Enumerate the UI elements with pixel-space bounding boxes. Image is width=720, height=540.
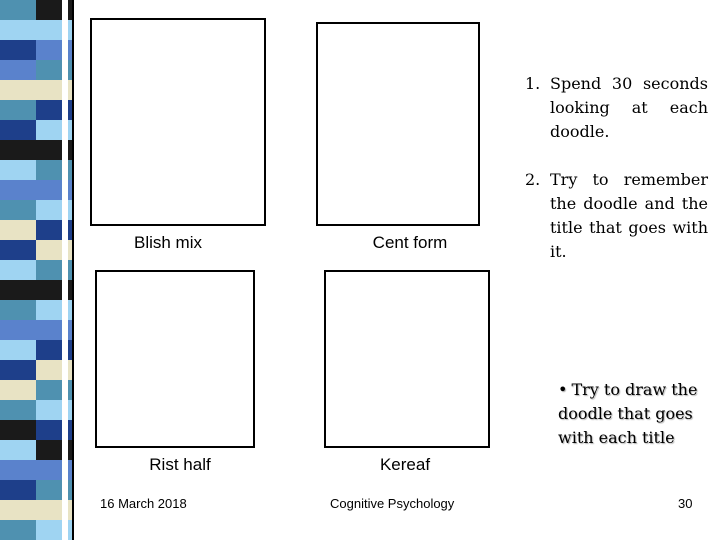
doodle-frame-2 — [316, 22, 480, 226]
footer-course: Cognitive Psychology — [330, 496, 455, 511]
stripe-block — [0, 240, 36, 260]
instruction-number: 2. — [525, 170, 541, 189]
stripe-block — [0, 20, 36, 40]
stripe-block — [0, 480, 36, 500]
stripe-block — [0, 60, 36, 80]
stripe-block — [0, 160, 36, 180]
stripe-block — [0, 400, 36, 420]
stripe-block — [0, 260, 36, 280]
stripe-block — [0, 220, 36, 240]
doodle-title-2: Cent form — [372, 233, 448, 252]
instruction-item-2 — [525, 168, 710, 268]
stripe-block — [0, 200, 36, 220]
instruction-item-1 — [525, 72, 710, 152]
stripe-block — [0, 500, 36, 520]
instruction-text: Try to remember the doodle and the title that goes with it. — [550, 170, 708, 261]
stripe-block — [0, 340, 36, 360]
stripe-block — [0, 180, 36, 200]
footer-page-number: 30 — [678, 496, 693, 511]
bullet-dot: • — [558, 380, 568, 399]
stripe-block — [0, 280, 36, 300]
instruction-text: Spend 30 seconds looking at each doodle. — [550, 74, 708, 141]
stripe-block — [0, 100, 36, 120]
stripe-block — [0, 40, 36, 60]
footer-date: 16 March 2018 — [100, 496, 187, 511]
decorative-stripe-bar — [0, 0, 72, 540]
stripe-block — [0, 140, 36, 160]
stripe-block — [0, 460, 36, 480]
stripe-block — [0, 320, 36, 340]
stripe-block — [0, 380, 36, 400]
stripe-divider — [72, 0, 74, 540]
stripe-block — [0, 440, 36, 460]
stripe-block — [0, 360, 36, 380]
doodle-frame-1 — [90, 18, 266, 226]
stripe-block — [0, 120, 36, 140]
doodle-title-1: Blish mix — [133, 233, 202, 252]
bullet-instruction — [558, 378, 708, 450]
stripe-block — [0, 420, 36, 440]
doodle-title-3: Rist half — [149, 455, 211, 474]
doodle-frame-3 — [95, 270, 255, 448]
stripe-gap — [62, 0, 68, 540]
stripe-block — [0, 300, 36, 320]
bullet-instruction-text: Try to draw the doodle that goes with each title — [558, 380, 698, 447]
stripe-block — [0, 80, 36, 100]
stripe-block — [0, 520, 36, 540]
instruction-number: 1. — [525, 74, 541, 93]
doodle-title-4: Kereaf — [379, 455, 431, 474]
stripe-block — [0, 0, 36, 20]
doodle-frame-4 — [324, 270, 490, 448]
